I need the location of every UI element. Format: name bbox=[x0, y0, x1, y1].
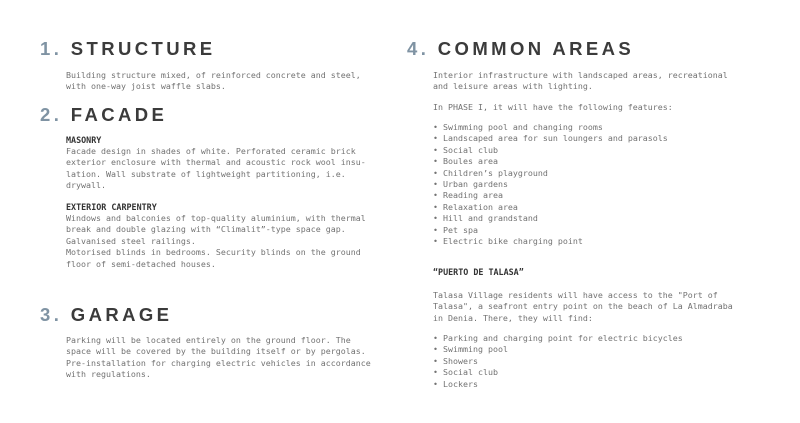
talasa-text: Talasa Village residents will have access to the "Port of Talasa", a seafront entry point on the beach of La Almadraba in Denia. There, they will find: bbox=[433, 290, 733, 323]
list-item: • Relaxation area bbox=[433, 202, 773, 213]
list-item: • Boules area bbox=[433, 156, 773, 167]
facade-number: 2. bbox=[40, 104, 63, 125]
list-item: • Swimming pool bbox=[433, 344, 773, 355]
structure-text: Building structure mixed, of reinforced concrete and steel, with one-way joist waffle slabs. bbox=[66, 70, 361, 92]
features-list bbox=[433, 122, 773, 247]
common-areas-intro: Interior infrastructure with landscaped areas, recreational and leisure areas with lighting. bbox=[433, 70, 728, 92]
list-item: • Parking and charging point for electric bicycles bbox=[433, 333, 773, 344]
list-item: • Lockers bbox=[433, 379, 773, 390]
list-item: • Showers bbox=[433, 356, 773, 367]
facade-title: FACADE bbox=[70, 104, 168, 125]
list-item: • Social club bbox=[433, 367, 773, 378]
common-areas-title: COMMON AREAS bbox=[437, 38, 635, 59]
list-item: • Social club bbox=[433, 145, 773, 156]
facade-heading bbox=[40, 104, 380, 126]
list-item: • Landscaped area for sun loungers and parasols bbox=[433, 133, 773, 144]
list-item: • Children’s playground bbox=[433, 168, 773, 179]
common-areas-heading bbox=[407, 38, 777, 60]
carpentry-block bbox=[66, 202, 386, 270]
garage-heading bbox=[40, 304, 380, 326]
structure-title: STRUCTURE bbox=[70, 38, 216, 59]
masonry-title: MASONRY bbox=[66, 135, 102, 145]
talasa-title: “PUERTO DE TALASA” bbox=[433, 267, 524, 277]
structure-heading bbox=[40, 38, 380, 60]
list-item: • Hill and grandstand bbox=[433, 213, 773, 224]
section-facade bbox=[40, 104, 380, 269]
garage-title: GARAGE bbox=[70, 304, 173, 325]
list-item: • Electric bike charging point bbox=[433, 236, 773, 247]
garage-number: 3. bbox=[40, 304, 63, 325]
list-item: • Reading area bbox=[433, 190, 773, 201]
list-item: • Swimming pool and changing rooms bbox=[433, 122, 773, 133]
garage-text: Parking will be located entirely on the ground floor. The space will be covered by the building itself or by pergolas. Pre-installation for charging electric vehicles in accordance with regulations. bbox=[66, 335, 371, 380]
masonry-block bbox=[66, 135, 386, 192]
common-areas-number: 4. bbox=[407, 38, 430, 59]
structure-number: 1. bbox=[40, 38, 63, 59]
phase-text: In PHASE I, it will have the following features: bbox=[433, 102, 673, 112]
section-common-areas bbox=[407, 38, 777, 389]
section-structure bbox=[40, 38, 380, 92]
carpentry-text: Windows and balconies of top-quality aluminium, with thermal break and double glazing with “Climalit”-type space gap. Galvanised steel railings. Motorised blinds in bedrooms. Security blinds on the ground floor of semi-detached houses. bbox=[66, 213, 366, 269]
list-item: • Pet spa bbox=[433, 225, 773, 236]
section-garage bbox=[40, 304, 380, 380]
masonry-text: Facade design in shades of white. Perforated ceramic brick exterior enclosure with thermal and acoustic rock wool insu- lation. Wall substrate of lightweight partitioning, i.e. drywall. bbox=[66, 146, 366, 191]
list-item: • Urban gardens bbox=[433, 179, 773, 190]
carpentry-title: EXTERIOR CARPENTRY bbox=[66, 202, 157, 212]
talasa-list bbox=[433, 333, 773, 390]
